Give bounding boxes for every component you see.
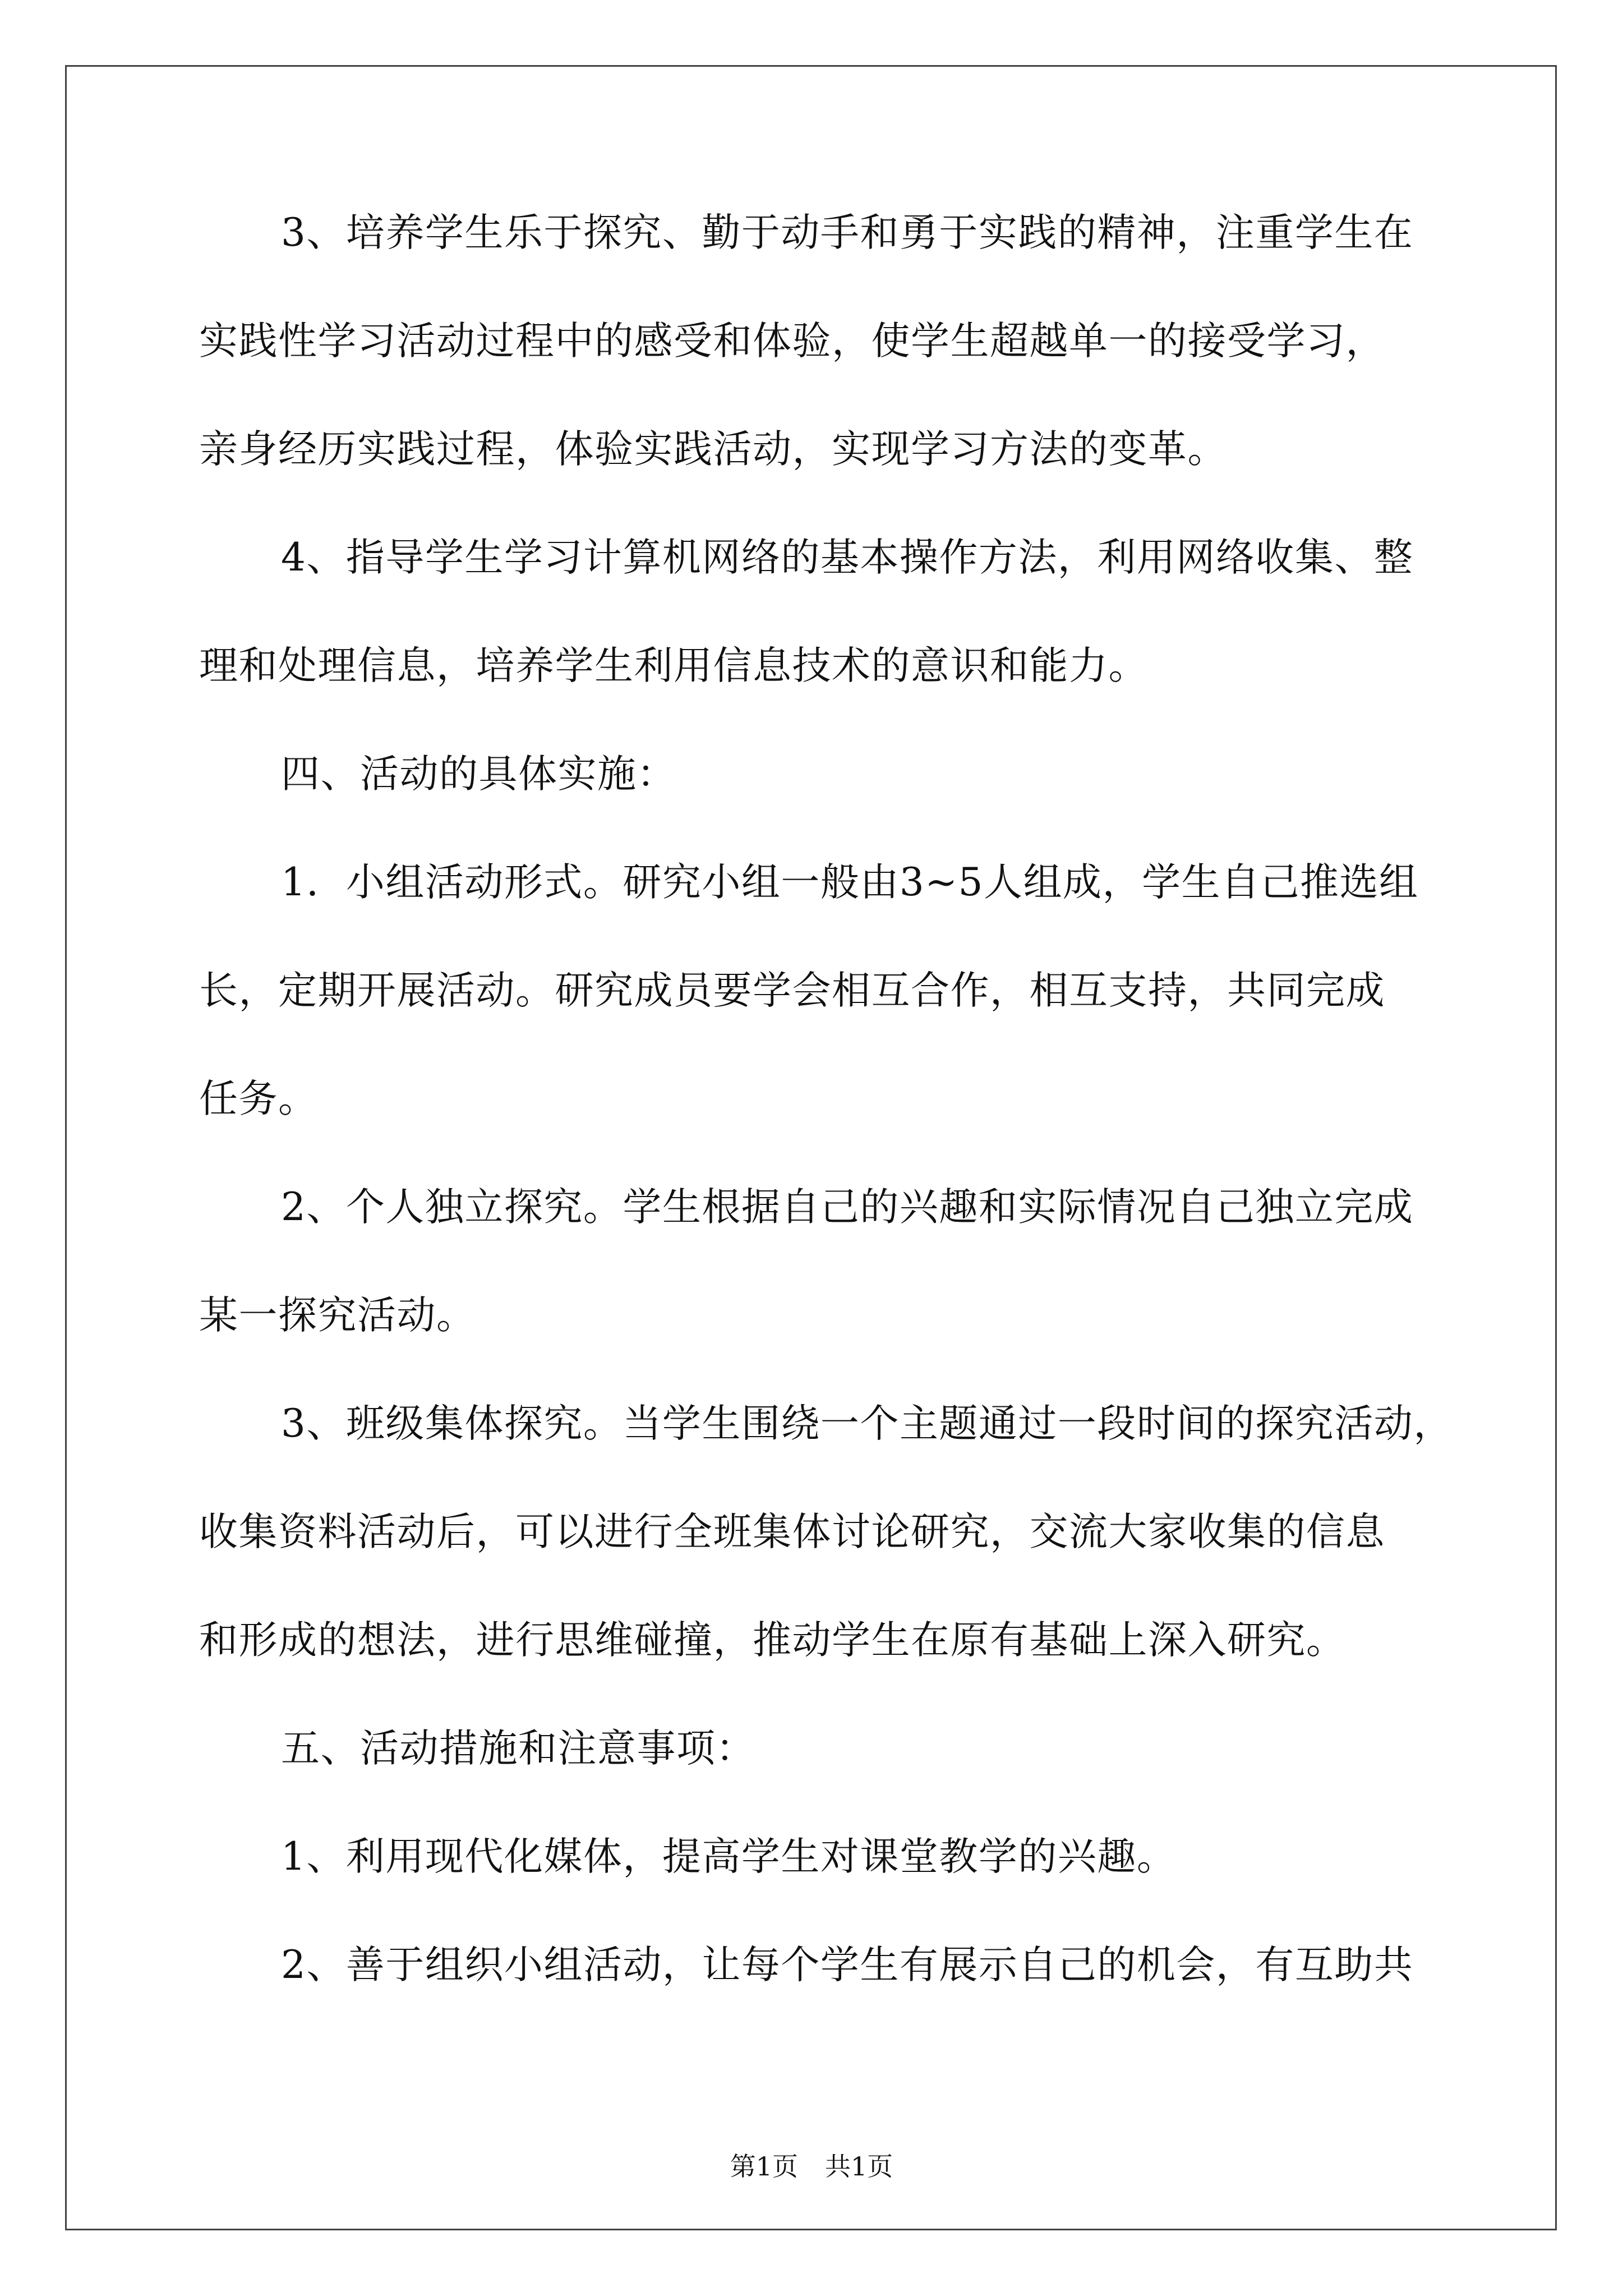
section-heading: 四、活动的具体实施：	[281, 752, 676, 797]
text-line: 亲身经历实践过程，体验实践活动，实现学习方法的变革。	[199, 427, 1227, 472]
text-line: 收集资料活动后，可以进行全班集体讨论研究，交流大家收集的信息	[199, 1510, 1385, 1554]
text-line: 长，定期开展活动。研究成员要学会相互合作，相互支持，共同完成	[199, 968, 1385, 1013]
text-line: 2、善于组织小组活动，让每个学生有展示自己的机会，有互助共	[281, 1943, 1414, 1987]
page-total: 共1页	[825, 2151, 893, 2182]
text-line: 1、利用现代化媒体，提高学生对课堂教学的兴趣。	[281, 1834, 1177, 1879]
text-line: 1．小组活动形式。研究小组一般由3~5人组成，学生自己推选组	[281, 860, 1419, 905]
section-heading: 五、活动措施和注意事项：	[281, 1726, 755, 1771]
page-border	[65, 65, 1557, 2230]
text-line: 3、培养学生乐于探究、勤于动手和勇于实践的精神，注重学生在	[281, 210, 1414, 255]
text-line: 4、指导学生学习计算机网络的基本操作方法，利用网络收集、整	[281, 535, 1414, 580]
page-footer	[0, 2150, 1623, 2183]
text-line: 某一探究活动。	[199, 1293, 476, 1338]
text-line: 实践性学习活动过程中的感受和体验，使学生超越单一的接受学习，	[199, 319, 1385, 364]
text-line: 2、个人独立探究。学生根据自己的兴趣和实际情况自己独立完成	[281, 1185, 1414, 1230]
text-line: 和形成的想法，进行思维碰撞，推动学生在原有基础上深入研究。	[199, 1618, 1346, 1663]
text-line: 3、班级集体探究。当学生围绕一个主题通过一段时间的探究活动，	[281, 1401, 1453, 1446]
page-number: 第1页	[730, 2151, 798, 2182]
text-line: 任务。	[199, 1076, 318, 1121]
text-line: 理和处理信息，培养学生利用信息技术的意识和能力。	[199, 643, 1148, 688]
